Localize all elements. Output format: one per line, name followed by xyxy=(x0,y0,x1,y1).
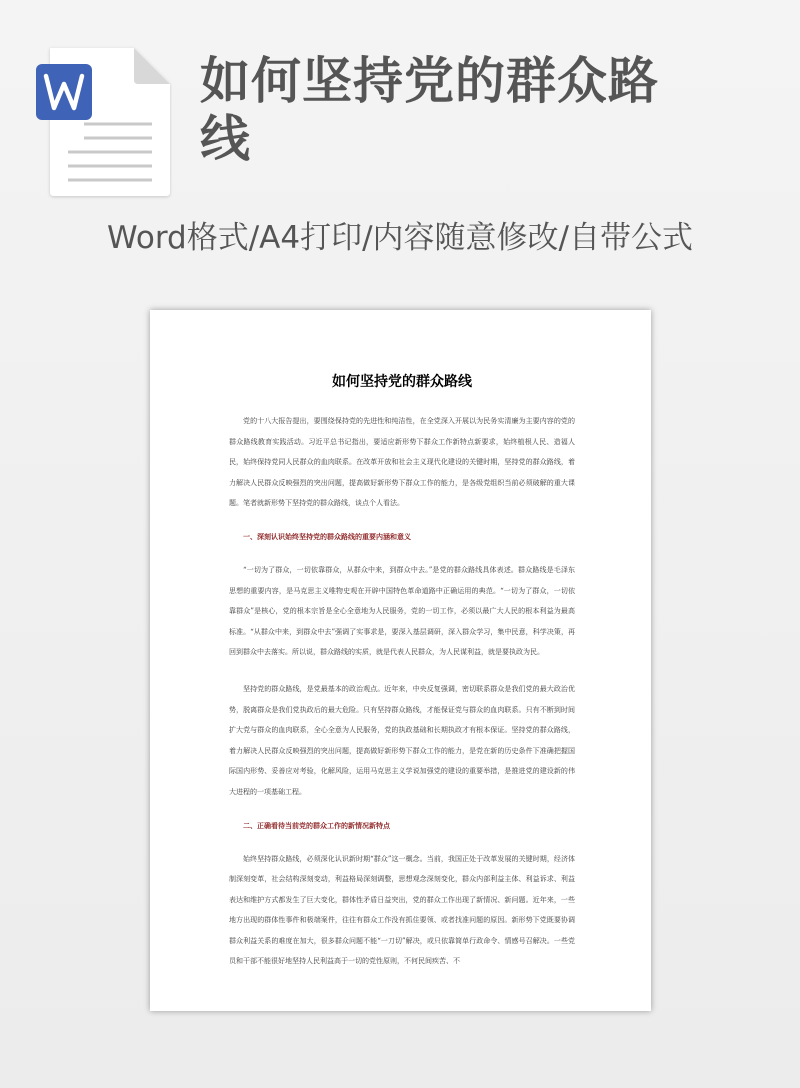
word-file-icon xyxy=(32,44,172,200)
section-heading-1: 一、深刻认识始终坚持党的群众路线的重要内涵和意义 xyxy=(243,532,411,541)
word-badge xyxy=(36,64,92,120)
word-file-icon-graphic xyxy=(32,44,172,200)
section-heading-2: 二、正确看待当前党的群众工作的新情况新特点 xyxy=(243,821,390,830)
format-subtitle: Word格式/A4打印/内容随意修改/自带公式 xyxy=(107,220,693,256)
section-1-paragraph-2: 坚持党的群众路线，是党最基本的政治观点。近年来，中央反复强调，密切联系群众是我们党的最大政治优势，脱离群众是我们党执政后的最大危险。只有坚持群众路线，才能保证党与群众的血肉联系。只有不断到时间扩大党与群众的血肉联系，全心全意为人民服务，党的执政基础和长期执政才有根本保证。坚持党的群众路线，着力解决人民群众反映强烈的突出问题，提高做好新形势下群众工作的能力，是党在新的历史条件下准确把握国际国内形势、妥善应对考验，化解风险，运用马克思主义学说加强党的建设的重要举措，是推进党的建设新的伟大进程的一项基础工程。 xyxy=(229,684,575,796)
document-page-preview xyxy=(150,310,651,1011)
section-1-paragraph-1: “一切为了群众，一切依靠群众，从群众中来，到群众中去。”是党的群众路线具体表述。群众路线是毛泽东思想的重要内容，是马克思主义唯物史观在开辟中国特色革命道路中正确运用的典范。“一切为了群众，一切依靠群众”是核心，党的根本宗旨是全心全意地为人民服务，党的一切工作，必须以最广大人民的根本利益为最高标准。“从群众中来，到群众中去”强调了实事求是，要深入基层调研，深入群众学习，集中民意，科学决策，再回到群众中去落实。所以说，群众路线的实质，就是代表人民群众，为人民谋利益，就是要执政为民。 xyxy=(229,565,575,657)
intro-paragraph: 党的十八大报告提出，要围绕保持党的先进性和纯洁性，在全党深入开展以为民务实清廉为主要内容的党的群众路线教育实践活动。习近平总书记指出，要适应新形势下群众工作新特点新要求，始终植根人民、造福人民，始终保持党同人民群众的血肉联系。在改革开放和社会主义现代化建设的关键时期，坚持党的群众路线，着力解决人民群众反映强烈的突出问题，提高做好新形势下群众工作的能力，是各级党组织当前必须破解的重大课题。笔者就新形势下坚持党的群众路线，谈点个人看法。 xyxy=(229,417,575,508)
document-title: 如何坚持党的群众路线 xyxy=(200,52,659,168)
section-2-paragraph-1: 始终坚持群众路线，必须深化认识新时期“群众”这一概念。当前，我国正处于改革发展的关键时期，经济体制深刻变革，社会结构深刻变动，利益格局深刻调整，思想观念深刻变化，群众内部利益主体、利益诉求、利益表达和维护方式都发生了巨大变化，群体性矛盾日益突出，党的群众工作出现了新情况、新问题。近年来，一些地方出现的群体性事件和极端案件，往往有群众工作没有抓住要领、或者找准问题的原因。新形势下党既要协调群众利益关系的难度在加大，很多群众问题不能“一刀切”解决，或只依靠简单行政命令、情感号召解决。一些党员和干部不能很好地坚持人民利益高于一切的党性原则，不何民间疾苦、不 xyxy=(229,854,575,966)
page-heading: 如何坚持党的群众路线 xyxy=(332,374,472,390)
file-fold-corner xyxy=(134,48,170,84)
